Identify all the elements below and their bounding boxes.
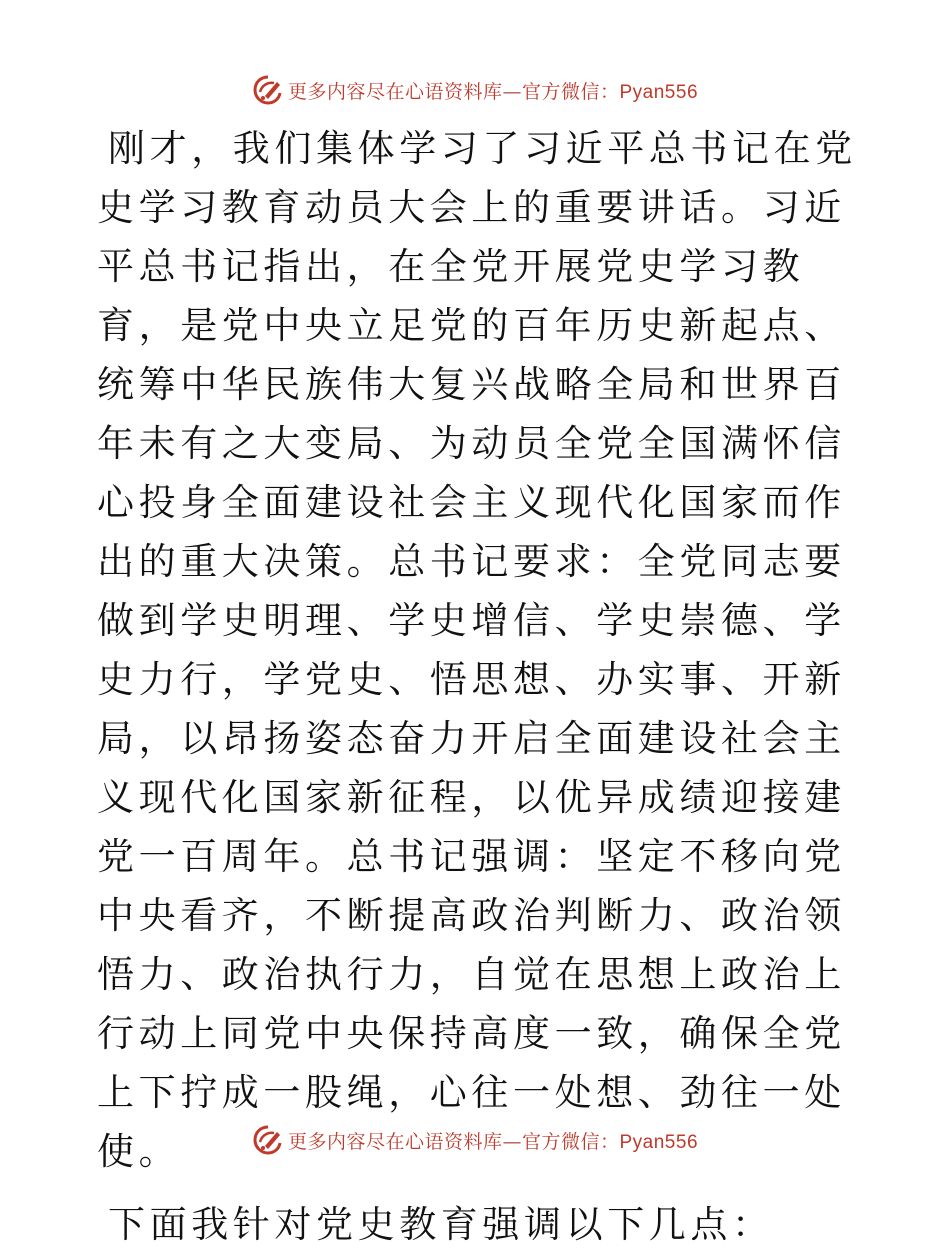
red-pen-swirl-logo-icon (252, 74, 284, 106)
watermark-account-label: 官方微信： (521, 1130, 620, 1153)
watermark-account-handle: Pyan556 (619, 1131, 699, 1153)
watermark-dash: — (502, 80, 522, 103)
watermark-site-name: 更多内容尽在心语资料库 (287, 80, 503, 103)
document-body (97, 119, 857, 1254)
footer-watermark (0, 1120, 950, 1160)
watermark-account-handle: Pyan556 (619, 81, 699, 103)
watermark-account-label: 官方微信： (521, 80, 620, 103)
red-pen-swirl-logo-icon (252, 1124, 284, 1156)
watermark-site-name: 更多内容尽在心语资料库 (287, 1130, 503, 1153)
watermark-text (288, 1127, 698, 1154)
watermark-dash: — (502, 1130, 522, 1153)
watermark-text (288, 77, 698, 104)
paragraph-key-points-intro: 下面我针对党史教育强调以下几点： (108, 1203, 774, 1246)
header-watermark (0, 70, 950, 110)
paragraph-opening-remarks: 刚才，我们集体学习了习近平总书记在党史学习教育动员大会上的重要讲话。习近平总书记指出，在全党开展党史学习教育，是党中央立足党的百年历史新起点、统筹中华民族伟大复兴战略全局和世界百年未有之大变局、为动员全党全国满怀信心投身全面建设社会主义现代化国家而作出的重大决策。总书记要求：全党同志要做到学史明理、学史增信、学史崇德、学史力行，学党史、悟思想、办实事、开新局，以昂扬姿态奋力开启全面建设社会主义现代化国家新征程，以优异成绩迎接建党一百周年。总书记强调：坚定不移向党中央看齐，不断提高政治判断力、政治领悟力、政治执行力，自觉在思想上政治上行动上同党中央保持高度一致，确保全党上下拧成一股绳，心往一处想、劲往一处使。 (97, 127, 857, 1173)
